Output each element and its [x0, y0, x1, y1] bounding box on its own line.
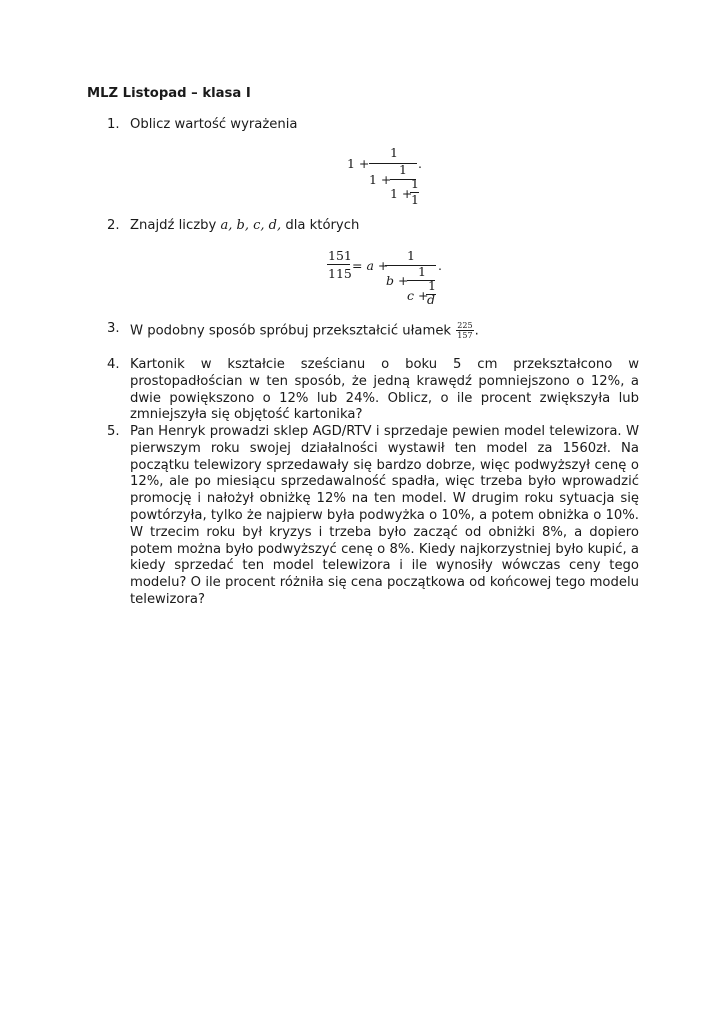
problem-text-after: dla których [285, 218, 360, 233]
cf2-equals-a: = a + [352, 258, 389, 273]
cf2-bar-1 [385, 265, 436, 266]
problem-text [130, 218, 639, 235]
cf2-period: . [438, 258, 442, 273]
problem-text: Kartonik w kształcie sześcianu o boku 5 cm przekształcono w prostopadłościan w ten sposób, że jedną krawędź pomniejszono o 12%, a dwie powiększono o 12% lub 24%. Oblicz, o ile procent zwiększyła lub zmniejszyła się objętość kartonika? [130, 357, 639, 423]
problem-4 [107, 357, 639, 424]
problem-number: 5. [107, 424, 120, 439]
cf2-left-denominator: 115 [328, 266, 352, 281]
cf1-bar-1 [369, 163, 417, 164]
cf1-numerator-2: 1 [399, 162, 407, 177]
problem-1 [107, 117, 639, 134]
problem-number: 4. [107, 357, 120, 372]
cf2-term-c: c + [407, 288, 429, 303]
problem-number: 2. [107, 218, 120, 233]
cf1-term-a: 1 + [347, 156, 370, 171]
cf1-term-c: 1 + [390, 186, 413, 201]
problem-number: 3. [107, 321, 120, 336]
cf1-denominator-3: 1 [411, 192, 419, 207]
problem-number: 1. [107, 117, 120, 132]
problem-2 [107, 218, 639, 235]
problem-text: Pan Henryk prowadzi sklep AGD/RTV i sprzedaje pewien model telewizora. W pierwszym roku swojej działalności wystawił ten model za 1560zł. Na początku telewizory sprzedawały się bardzo dobrze, więc podwyższył cenę o 12%, ale po miesiącu sprzedawalność spadła, więc trzeba było wprowadzić promocję i nałożył obniżkę 12% na ten model. W drugim roku sytuacja się powtórzyła, tylko że najpierw była podwyżka o 10%, a potem obniżka o 10%. W trzecim roku był kryzys i trzeba było zacząć od obniżki 8%, a dopiero potem można było podwyższyć cenę o 8%. Kiedy najkorzystniej było kupić, a kiedy sprzedać ten model telewizora i ile wynosiły wówczas ceny tego modelu? O ile procent różniła się cena początkowa od końcowej tego modelu telewizora? [130, 424, 639, 607]
cf1-term-b: 1 + [369, 172, 392, 187]
cf1-numerator-1: 1 [390, 145, 398, 160]
cf2-term-b: b + [386, 273, 409, 288]
problem-5 [107, 424, 639, 609]
cf2-numerator-1: 1 [407, 248, 415, 263]
cf2-numerator-3: 1 [428, 278, 436, 293]
cf1-numerator-3: 1 [411, 176, 419, 191]
problem-3 [107, 321, 639, 340]
problem-text-main: W podobny sposób spróbuj przekształcić ułamek [130, 323, 452, 339]
page-title: MLZ Listopad – klasa I [87, 86, 251, 101]
cf2-denominator-3: d [427, 292, 436, 307]
cf1-period: . [418, 156, 422, 171]
cf2-left-bar [327, 264, 350, 265]
problem-text-end: . [474, 323, 479, 339]
fraction-225-157 [456, 321, 473, 340]
cf2-left-numerator: 151 [328, 248, 352, 263]
fraction-denominator: 157 [457, 331, 473, 340]
problem-text: Oblicz wartość wyrażenia [130, 117, 298, 132]
problem-variables: a, b, c, d, [220, 218, 282, 233]
fraction-numerator: 225 [457, 321, 473, 330]
cf2-numerator-2: 1 [418, 264, 426, 279]
problem-text-before: Znajdź liczby [130, 218, 217, 233]
problem-text [130, 321, 639, 340]
